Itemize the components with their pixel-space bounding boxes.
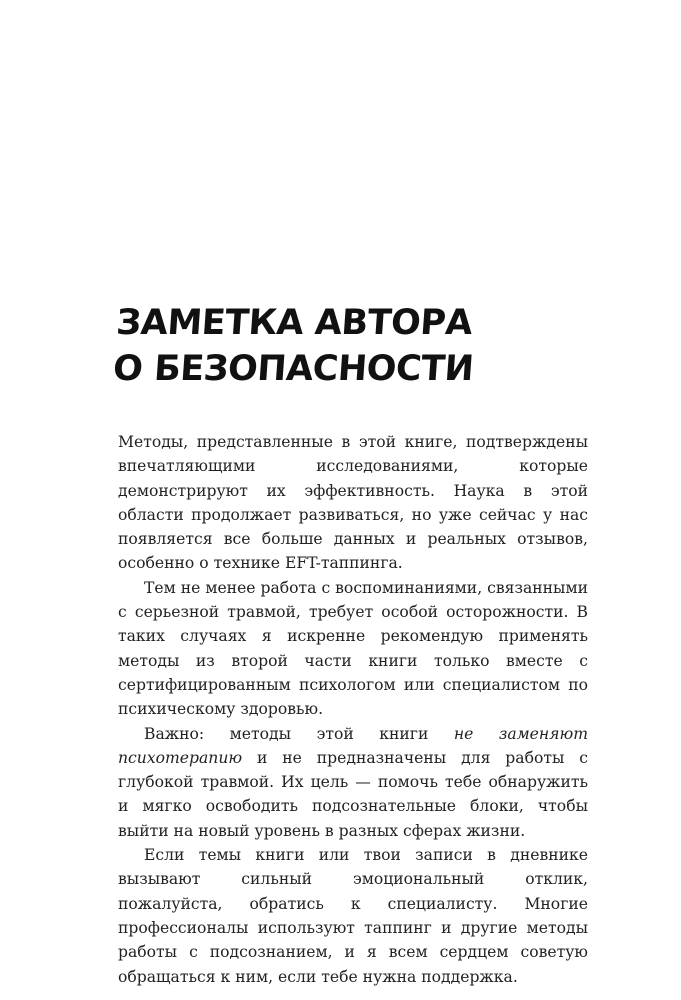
paragraph-3-lead: Важно: методы этой книги xyxy=(144,724,454,743)
paragraph-3-rest: и не предназначены для работы с глубокой травмой. Их цель — помочь тебе обнаружить и мягко освободить подсознательные блоки, чтобы выйти на новый уровень в разных сферах жизни. xyxy=(118,748,588,840)
paragraph-3 xyxy=(118,722,588,843)
title-line-2: О БЕЗОПАСНОСТИ xyxy=(111,349,475,389)
paragraph-4: Если темы книги или твои записи в дневнике вызывают сильный эмоциональный отклик, пожалуйста, обратись к специалисту. Многие профессионалы используют таппинг и другие методы работы с подсознанием, и я всем сердцем советую обращаться к ним, если тебе нужна поддержка. xyxy=(118,846,588,986)
title-line-1: ЗАМЕТКА АВТОРА xyxy=(114,303,474,343)
paragraph-3-emphasis: не заменяют психотерапию xyxy=(118,724,588,767)
paragraph-1: Методы, представленные в этой книге, подтверждены впечатляющими исследованиями, которые демонстрируют их эффективность. Наука в этой области продолжает развиваться, но уже сейчас у нас появляется все больше данных и реальных отзывов, особенно о технике EFT-таппинга. xyxy=(118,433,588,573)
page-title xyxy=(112,300,598,392)
paragraph-2: Тем не менее работа с воспоминаниями, связанными с серьезной травмой, требует особой осторожности. В таких случаях я искренне рекомендую применять методы из второй части книги только вместе с сертифицированным психологом или специалистом по психическому здоровью. xyxy=(118,578,588,719)
body-text xyxy=(118,430,588,989)
